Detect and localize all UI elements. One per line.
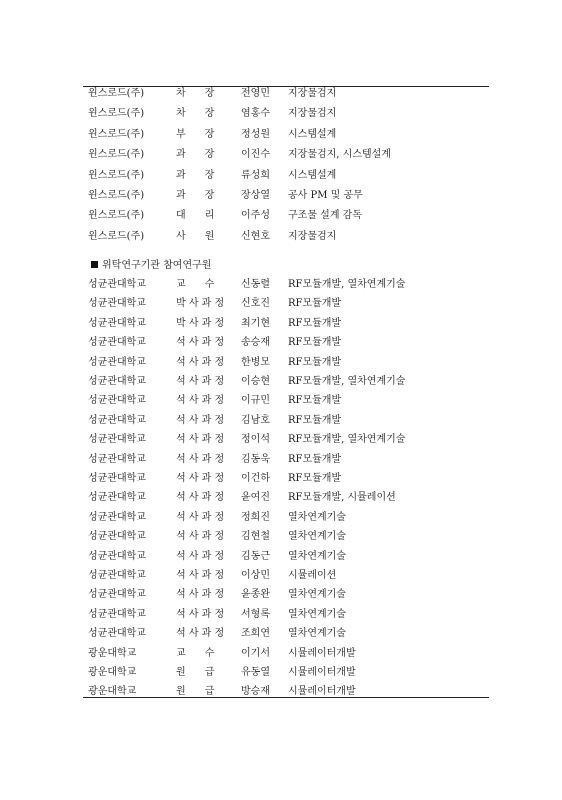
table-row xyxy=(0,145,562,165)
role-cell: 시뮬레이터개발 xyxy=(288,667,356,678)
name-cell: 한병모 xyxy=(241,356,270,368)
role-cell: RF모듈개발 xyxy=(288,356,342,368)
position-cell: 석 사 과 정 xyxy=(176,414,225,426)
position-cell: 교 수 xyxy=(176,279,215,290)
role-cell: 시뮬레이터개발 xyxy=(288,686,356,698)
name-cell: 이규민 xyxy=(241,395,270,407)
name-cell: 염홍수 xyxy=(241,108,270,120)
org-cell: 광운대학교 xyxy=(88,647,137,659)
table-row xyxy=(0,624,562,644)
role-cell: RF모듈개발 xyxy=(288,337,342,349)
name-cell: 방승재 xyxy=(241,686,270,698)
position-cell: 석 사 과 정 xyxy=(176,589,225,601)
table-row xyxy=(0,104,562,124)
section-title: 위탁연구기관 참여연구원 xyxy=(102,260,212,271)
role-cell: 시스템설계 xyxy=(288,128,337,140)
name-cell: 이상민 xyxy=(241,570,270,581)
org-cell: 윈스로드(주) xyxy=(88,149,145,161)
name-cell: 류성희 xyxy=(241,169,270,181)
table-row xyxy=(0,314,562,334)
role-cell: 공사 PM 및 공무 xyxy=(288,190,363,201)
org-cell: 성균관대학교 xyxy=(88,453,146,465)
position-cell: 과 장 xyxy=(176,149,215,161)
name-cell: 김동욱 xyxy=(241,453,270,465)
position-cell: 석 사 과 정 xyxy=(176,356,225,368)
table-row xyxy=(0,488,562,508)
position-cell: 박 사 과 정 xyxy=(176,298,225,310)
table-row xyxy=(0,566,562,586)
role-cell: 지장물검지 xyxy=(288,88,337,99)
role-cell: RF모듈개발, 시뮬레이션 xyxy=(288,492,396,504)
org-cell: 광운대학교 xyxy=(88,667,137,678)
name-cell: 정이석 xyxy=(241,434,270,446)
org-cell: 윈스로드(주) xyxy=(88,108,145,120)
name-cell: 최기현 xyxy=(241,317,270,329)
org-cell: 성균관대학교 xyxy=(88,434,146,446)
position-cell: 부 장 xyxy=(176,128,215,140)
role-cell: 지장물검지 xyxy=(288,230,337,242)
role-cell: 열차연계기술 xyxy=(288,550,346,562)
position-cell: 석 사 과 정 xyxy=(176,337,225,349)
table-row xyxy=(0,166,562,186)
role-cell: RF모듈개발 xyxy=(288,473,342,484)
position-cell: 대 리 xyxy=(176,210,215,222)
org-cell: 성균관대학교 xyxy=(88,376,146,387)
name-cell: 장상열 xyxy=(241,190,270,201)
org-cell: 성균관대학교 xyxy=(88,414,146,426)
org-cell: 성균관대학교 xyxy=(88,298,146,310)
org-cell: 윈스로드(주) xyxy=(88,190,145,201)
role-cell: RF모듈개발 xyxy=(288,298,342,310)
name-cell: 서형록 xyxy=(241,608,270,620)
org-cell: 윈스로드(주) xyxy=(88,230,145,242)
position-cell: 교 수 xyxy=(176,647,215,659)
org-cell: 성균관대학교 xyxy=(88,531,146,543)
role-cell: RF모듈개발 xyxy=(288,395,342,407)
table-row xyxy=(0,227,562,247)
table-row xyxy=(0,430,562,450)
table-row xyxy=(0,206,562,226)
org-cell: 성균관대학교 xyxy=(88,356,146,368)
org-cell: 성균관대학교 xyxy=(88,473,146,484)
role-cell: RF모듈개발, 열차연계기술 xyxy=(288,434,406,446)
table-row xyxy=(0,84,562,104)
role-cell: RF모듈개발 xyxy=(288,453,342,465)
position-cell: 석 사 과 정 xyxy=(176,492,225,504)
position-cell: 석 사 과 정 xyxy=(176,511,225,523)
role-cell: 시뮬레이터개발 xyxy=(288,647,356,659)
name-cell: 이진수 xyxy=(241,149,270,161)
org-cell: 광운대학교 xyxy=(88,686,137,698)
org-cell: 성균관대학교 xyxy=(88,337,146,349)
role-cell: RF모듈개발, 열차연계기술 xyxy=(288,376,406,387)
name-cell: 신동렬 xyxy=(241,279,270,290)
table-row xyxy=(0,585,562,605)
name-cell: 이승현 xyxy=(241,376,270,387)
position-cell: 석 사 과 정 xyxy=(176,550,225,562)
table-row xyxy=(0,663,562,683)
position-cell: 석 사 과 정 xyxy=(176,434,225,446)
name-cell: 김동근 xyxy=(241,550,270,562)
name-cell: 이기서 xyxy=(241,647,270,659)
role-cell: 지장물검지, 시스템설계 xyxy=(288,149,391,161)
org-cell: 성균관대학교 xyxy=(88,608,146,620)
position-cell: 석 사 과 정 xyxy=(176,473,225,484)
table-row xyxy=(0,547,562,567)
position-cell: 차 장 xyxy=(176,88,215,99)
table-row xyxy=(0,372,562,392)
name-cell: 김남호 xyxy=(241,414,270,426)
name-cell: 송승재 xyxy=(241,337,270,349)
position-cell: 원 급 xyxy=(176,686,215,698)
org-cell: 성균관대학교 xyxy=(88,628,146,640)
table-row xyxy=(0,186,562,206)
position-cell: 과 장 xyxy=(176,190,215,201)
table-row xyxy=(0,125,562,145)
position-cell: 석 사 과 정 xyxy=(176,628,225,640)
role-cell: RF모듈개발 xyxy=(288,317,342,329)
position-cell: 석 사 과 정 xyxy=(176,376,225,387)
name-cell: 이건하 xyxy=(241,473,270,484)
role-cell: 열차연계기술 xyxy=(288,511,346,523)
table-row xyxy=(0,411,562,431)
name-cell: 윤여진 xyxy=(241,492,270,504)
square-bullet-icon xyxy=(91,261,98,268)
table-row xyxy=(0,333,562,353)
role-cell: 열차연계기술 xyxy=(288,589,346,601)
name-cell: 정성원 xyxy=(241,128,270,140)
role-cell: 열차연계기술 xyxy=(288,531,346,543)
position-cell: 과 장 xyxy=(176,169,215,181)
table-bottom-rule xyxy=(83,697,489,698)
role-cell: 시뮬레이션 xyxy=(288,570,337,581)
org-cell: 성균관대학교 xyxy=(88,317,146,329)
table-row xyxy=(0,450,562,470)
name-cell: 신현호 xyxy=(241,230,270,242)
role-cell: 구조물 설계 감독 xyxy=(288,210,362,222)
table-row xyxy=(0,605,562,625)
name-cell: 신호진 xyxy=(241,298,270,310)
table-row xyxy=(0,682,562,702)
position-cell: 차 장 xyxy=(176,108,215,120)
role-cell: 열차연계기술 xyxy=(288,608,346,620)
role-cell: 지장물검지 xyxy=(288,108,337,120)
role-cell: 시스템설계 xyxy=(288,169,337,181)
table-row xyxy=(0,644,562,664)
org-cell: 성균관대학교 xyxy=(88,492,146,504)
name-cell: 김현철 xyxy=(241,531,270,543)
org-cell: 윈스로드(주) xyxy=(88,169,145,181)
position-cell: 석 사 과 정 xyxy=(176,453,225,465)
position-cell: 석 사 과 정 xyxy=(176,608,225,620)
name-cell: 이주성 xyxy=(241,210,270,222)
name-cell: 윤종완 xyxy=(241,589,270,601)
position-cell: 석 사 과 정 xyxy=(176,395,225,407)
org-cell: 성균관대학교 xyxy=(88,279,146,290)
org-cell: 성균관대학교 xyxy=(88,550,146,562)
table-row xyxy=(0,294,562,314)
position-cell: 석 사 과 정 xyxy=(176,531,225,543)
table-row xyxy=(0,508,562,528)
name-cell: 정희진 xyxy=(241,511,270,523)
table-row xyxy=(0,469,562,489)
table-row xyxy=(0,527,562,547)
role-cell: RF모듈개발, 열차연계기술 xyxy=(288,279,406,290)
role-cell: 열차연계기술 xyxy=(288,628,346,640)
org-cell: 윈스로드(주) xyxy=(88,88,145,99)
position-cell: 원 급 xyxy=(176,667,215,678)
table-row xyxy=(0,353,562,373)
position-cell: 박 사 과 정 xyxy=(176,317,225,329)
role-cell: RF모듈개발 xyxy=(288,414,342,426)
org-cell: 성균관대학교 xyxy=(88,570,146,581)
table-row xyxy=(0,391,562,411)
org-cell: 성균관대학교 xyxy=(88,395,146,407)
org-cell: 성균관대학교 xyxy=(88,511,146,523)
name-cell: 전영민 xyxy=(241,88,270,99)
name-cell: 유동열 xyxy=(241,667,270,678)
position-cell: 사 원 xyxy=(176,230,215,242)
table-row xyxy=(0,275,562,295)
position-cell: 석 사 과 정 xyxy=(176,570,225,581)
name-cell: 조희연 xyxy=(241,628,270,640)
section-heading xyxy=(91,256,211,276)
org-cell: 윈스로드(주) xyxy=(88,210,145,222)
org-cell: 윈스로드(주) xyxy=(88,128,145,140)
org-cell: 성균관대학교 xyxy=(88,589,146,601)
